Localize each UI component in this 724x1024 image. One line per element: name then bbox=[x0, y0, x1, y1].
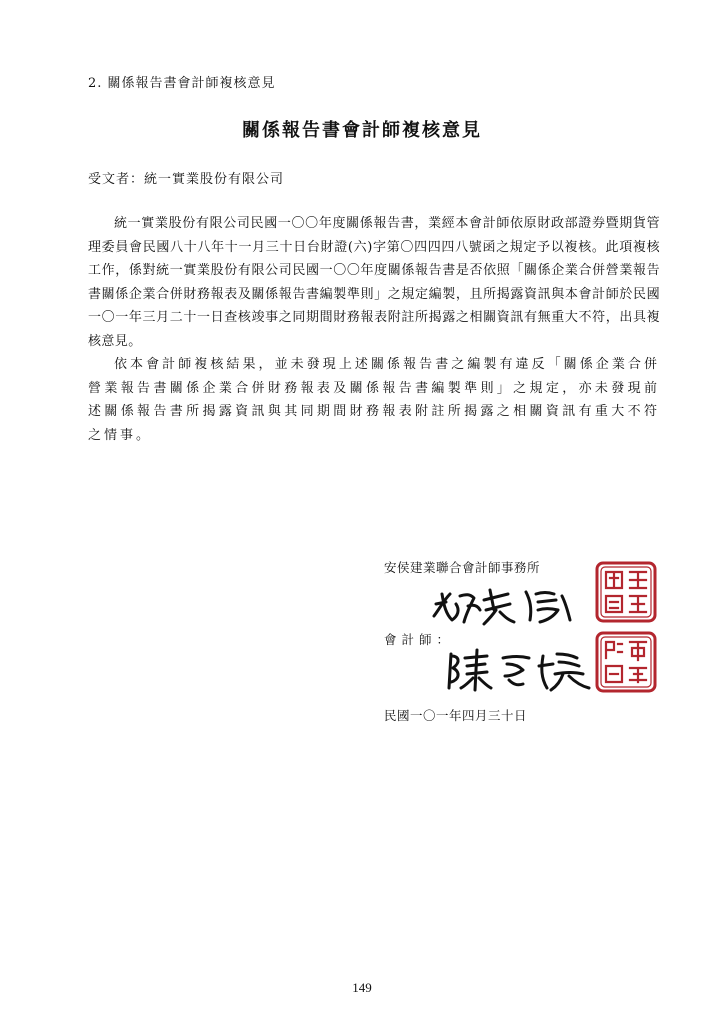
section-heading: 2. 關係報告書會計師複核意見 bbox=[88, 76, 276, 91]
signature-date: 民國一〇一年四月三十日 bbox=[384, 708, 528, 723]
opinion-paragraph-2: 依本會計師複核結果，並未發現上述關係報告書之編製有違反「關係企業合併營業報告書關係企業合併財務報表及關係報告書編製準則」之規定，亦未發現前述關係報告書所揭露資訊與其同期間財務報表附註所揭露之相關資訊有重大不符之情事。 bbox=[88, 357, 660, 443]
accountant-label: 會計師： bbox=[384, 632, 455, 647]
seal-stamp-1 bbox=[594, 560, 658, 624]
seal-stamp-2 bbox=[594, 630, 658, 694]
signature-chen bbox=[443, 644, 593, 694]
signature-zhang bbox=[430, 580, 590, 630]
page-number: 149 bbox=[352, 980, 372, 995]
opinion-body bbox=[88, 212, 660, 447]
page-title: 關係報告書會計師複核意見 bbox=[242, 120, 482, 141]
opinion-paragraph-1: 統一實業股份有限公司民國一〇〇年度關係報告書，業經本會計師依原財政部證券暨期貨管理委員會民國八十八年十一月三十日台財證(六)字第〇四四四八號函之規定予以複核。此項複核工作，係對統一實業股份有限公司民國一〇〇年度關係報告書是否依照「關係企業合併營業報告書關係企業合併財務報表及關係報告書編製準則」之規定編製，且所揭露資訊與本會計師於民國一〇一年三月二十一日查核竣事之同期間財務報表附註所揭露之相關資訊有無重大不符，出具複核意見。 bbox=[88, 216, 660, 349]
addressee-line: 受文者：統一實業股份有限公司 bbox=[88, 172, 285, 187]
firm-name: 安侯建業聯合會計師事務所 bbox=[384, 560, 541, 575]
